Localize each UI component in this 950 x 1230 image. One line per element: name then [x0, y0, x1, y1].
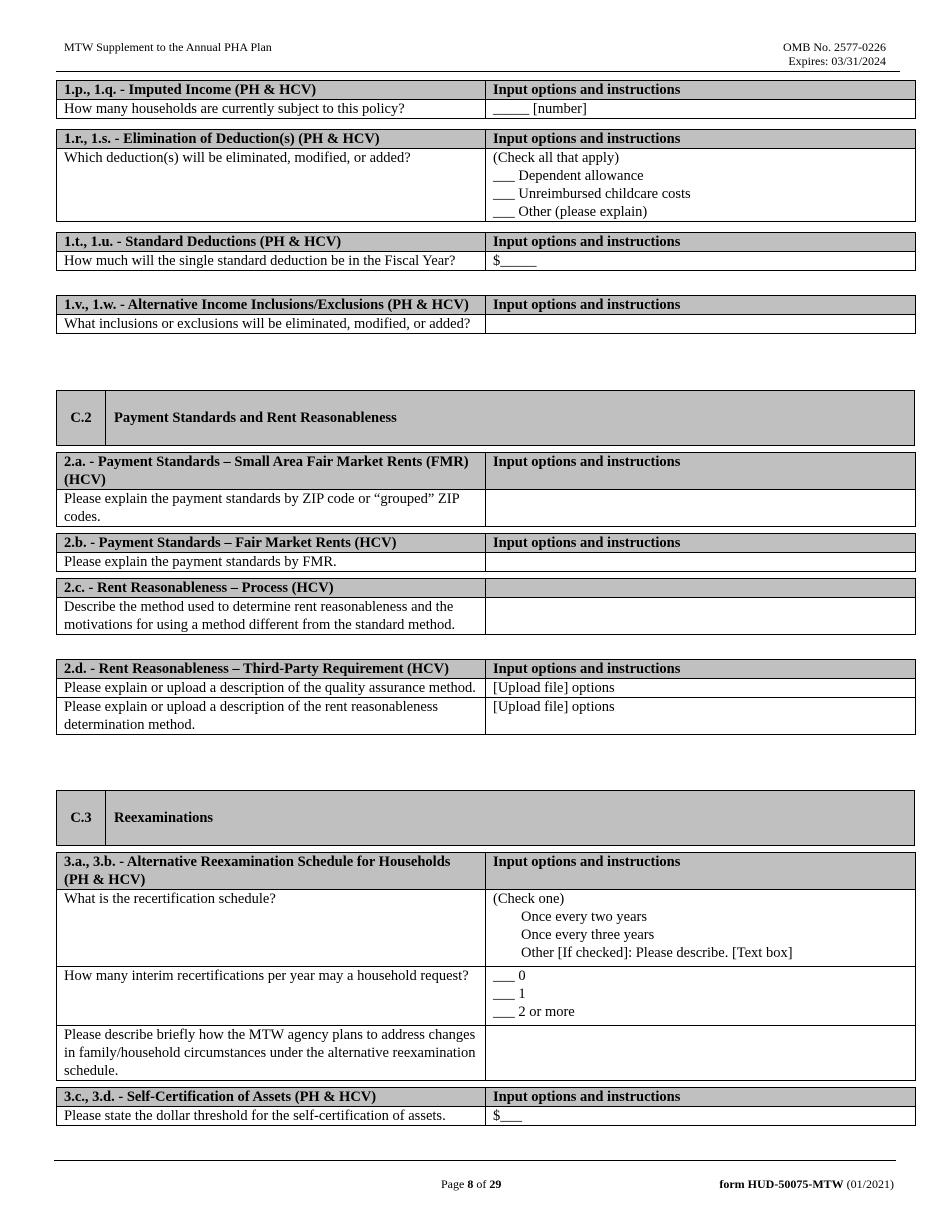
page-of: of: [476, 1177, 487, 1191]
table-elimination-of-deductions: [56, 129, 916, 222]
check-instruction: (Check all that apply): [493, 150, 620, 166]
table-title: 1.v., 1.w. - Alternative Income Inclusions/Exclusions (PH & HCV): [57, 296, 486, 315]
input-header: Input options and instructions: [486, 1088, 916, 1107]
input-header: Input options and instructions: [486, 233, 916, 252]
table-small-area-fmr: [56, 452, 916, 527]
expiry-date: Expires: 03/31/2024: [788, 54, 886, 68]
footer-rule: [54, 1160, 896, 1161]
question: Please explain or upload a description of the quality assurance method.: [57, 679, 486, 698]
question: How many households are currently subject to this policy?: [57, 100, 486, 119]
input-header: Input options and instructions: [486, 534, 916, 553]
table-alternative-income: [56, 295, 916, 334]
checkbox-option[interactable]: ___ 0: [493, 968, 526, 984]
answer-options: [486, 890, 916, 967]
answer-options: [486, 149, 916, 222]
question: Which deduction(s) will be eliminated, modified, or added?: [57, 149, 486, 222]
table-title: 3.c., 3.d. - Self-Certification of Assets (PH & HCV): [57, 1088, 486, 1107]
section-title: Reexaminations: [114, 809, 214, 826]
radio-option[interactable]: Other [If checked]: Please describe. [Text box]: [521, 945, 793, 961]
table-title: 2.a. - Payment Standards – Small Area Fair Market Rents (FMR) (HCV): [57, 453, 486, 490]
table-fair-market-rents: [56, 533, 916, 572]
page-current: 8: [467, 1177, 474, 1191]
answer[interactable]: $___: [486, 1107, 916, 1126]
table-standard-deductions: [56, 232, 916, 271]
table-title: 1.r., 1.s. - Elimination of Deduction(s) (PH & HCV): [57, 130, 486, 149]
checkbox-option[interactable]: ___ Dependent allowance: [493, 168, 644, 184]
table-title: 3.a., 3.b. - Alternative Reexamination Schedule for Households (PH & HCV): [57, 853, 486, 890]
answer-empty[interactable]: [486, 553, 916, 572]
radio-option[interactable]: Once every three years: [521, 927, 655, 943]
section-number: C.3: [57, 791, 106, 845]
input-header: Input options and instructions: [486, 453, 916, 490]
form-id: [719, 1177, 894, 1192]
upload-option[interactable]: [Upload file] options: [486, 679, 916, 698]
question: Describe the method used to determine rent reasonableness and the motivations for using a method different from the standard method.: [57, 598, 486, 635]
question: What is the recertification schedule?: [57, 890, 486, 967]
checkbox-option[interactable]: ___ 2 or more: [493, 1004, 575, 1020]
answer-empty[interactable]: [486, 1026, 916, 1081]
input-header-empty: [486, 579, 916, 598]
section-number: C.2: [57, 391, 106, 445]
input-header: Input options and instructions: [486, 660, 916, 679]
question: How much will the single standard deduction be in the Fiscal Year?: [57, 252, 486, 271]
answer-options: [486, 967, 916, 1026]
page-label: Page: [441, 1177, 465, 1191]
table-third-party-requirement: [56, 659, 916, 735]
checkbox-option[interactable]: ___ Unreimbursed childcare costs: [493, 186, 691, 202]
header-right: [783, 40, 886, 68]
checkbox-option[interactable]: ___ Other (please explain): [493, 204, 648, 220]
input-header: Input options and instructions: [486, 81, 916, 100]
answer-empty[interactable]: [486, 490, 916, 527]
question: Please explain the payment standards by ZIP code or “grouped” ZIP codes.: [57, 490, 486, 527]
table-title: 1.p., 1.q. - Imputed Income (PH & HCV): [57, 81, 486, 100]
question: Please explain the payment standards by FMR.: [57, 553, 486, 572]
input-header: Input options and instructions: [486, 853, 916, 890]
table-rent-reasonableness-process: [56, 578, 916, 635]
table-imputed-income: [56, 80, 916, 119]
page-number: [441, 1177, 501, 1192]
question: Please state the dollar threshold for the self-certification of assets.: [57, 1107, 486, 1126]
header-left-title: MTW Supplement to the Annual PHA Plan: [64, 40, 272, 54]
table-title: 1.t., 1.u. - Standard Deductions (PH & HCV): [57, 233, 486, 252]
radio-option[interactable]: Once every two years: [521, 909, 648, 925]
form-date: (01/2021): [846, 1177, 894, 1191]
omb-number: OMB No. 2577-0226: [782, 40, 886, 54]
table-reexamination-schedule: [56, 852, 916, 1081]
input-header: Input options and instructions: [486, 296, 916, 315]
answer[interactable]: $_____: [486, 252, 916, 271]
answer-empty[interactable]: [486, 598, 916, 635]
answer[interactable]: _____ [number]: [486, 100, 916, 119]
upload-option[interactable]: [Upload file] options: [486, 698, 916, 735]
header-rule: [56, 71, 900, 72]
question: What inclusions or exclusions will be eliminated, modified, or added?: [57, 315, 486, 334]
question: How many interim recertifications per year may a household request?: [57, 967, 486, 1026]
table-title: 2.d. - Rent Reasonableness – Third-Party Requirement (HCV): [57, 660, 486, 679]
form-number: form HUD-50075-MTW: [719, 1177, 844, 1191]
section-c2-header: [56, 390, 915, 446]
input-header: Input options and instructions: [486, 130, 916, 149]
checkbox-option[interactable]: ___ 1: [493, 986, 526, 1002]
table-title: 2.b. - Payment Standards – Fair Market Rents (HCV): [57, 534, 486, 553]
section-title: Payment Standards and Rent Reasonableness: [114, 409, 397, 426]
check-instruction: (Check one): [493, 891, 565, 907]
section-c3-header: [56, 790, 915, 846]
question: Please explain or upload a description of the rent reasonableness determination method.: [57, 698, 486, 735]
answer-empty[interactable]: [486, 315, 916, 334]
question: Please describe briefly how the MTW agency plans to address changes in family/household circumstances under the alternative reexamination schedule.: [57, 1026, 486, 1081]
table-title: 2.c. - Rent Reasonableness – Process (HCV): [57, 579, 486, 598]
page-total: 29: [489, 1177, 502, 1191]
table-self-certification-assets: [56, 1087, 916, 1126]
